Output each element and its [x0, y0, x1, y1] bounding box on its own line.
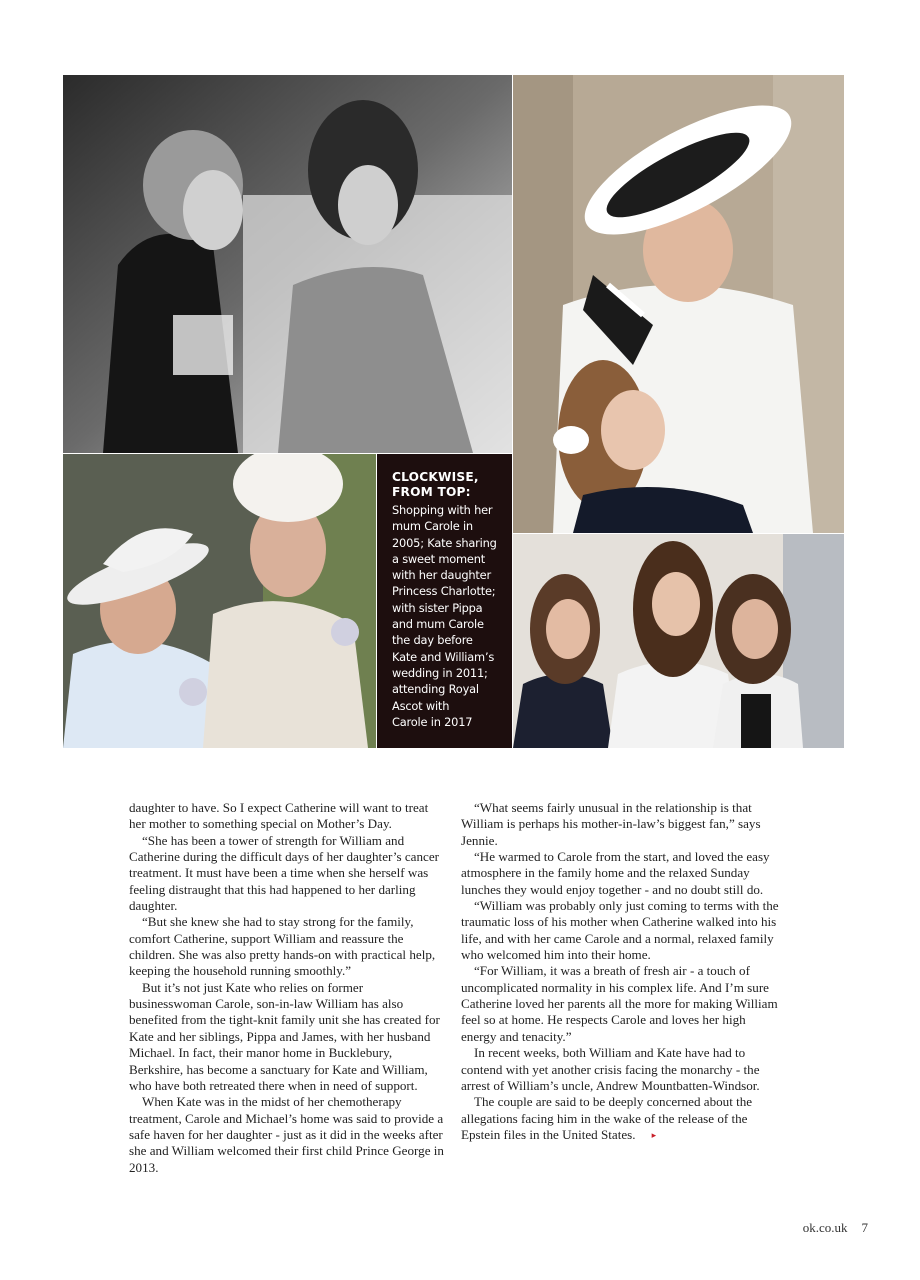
caption-line: mum Carole in — [392, 519, 473, 534]
article-paragraph: “What seems fairly unusual in the relationship is that William is perhaps his mother-in-law’s biggest fan,” says Jennie. — [461, 800, 761, 848]
caption-line: Ascot with — [392, 698, 450, 713]
article-paragraph: daughter to have. So I expect Catherine will want to treat her mother to something special on Mother’s Day. — [129, 800, 429, 832]
photo-kate-charlotte — [513, 75, 844, 533]
caption-line: Carole in 2017 — [392, 714, 473, 729]
photo-caption — [377, 454, 512, 748]
article-paragraph — [461, 1094, 779, 1143]
caption-line: with her daughter — [392, 568, 491, 583]
page-number: 7 — [861, 1220, 868, 1235]
caption-title-line: FROM TOP: — [392, 485, 471, 499]
footer-site: ok.co.uk — [802, 1220, 848, 1235]
article-paragraph: “She has been a tower of strength for William and Catherine during the difficult days of her daughter’s cancer treatment. It must have been a time when she herself was feeling distraught that this had happened to her darling daughter. — [129, 832, 440, 914]
photo-kate-carole-shopping — [63, 75, 512, 453]
article-paragraph: In recent weeks, both William and Kate have had to contend with yet another crisis facing the monarchy - the arrest of William’s uncle, Andrew Mountbatten-Windsor. — [461, 1045, 760, 1093]
article-paragraph: “William was probably only just coming to terms with the traumatic loss of his mother when Catherine walked into his life, and with her came Carole and a normal, relaxed family who welcomed him into their home. — [461, 898, 779, 963]
caption-line: Kate and William’s — [392, 649, 495, 664]
caption-line: Shopping with her — [392, 503, 493, 517]
caption-line: 2005; Kate sharing — [392, 535, 497, 550]
caption-title-line: CLOCKWISE, — [392, 470, 479, 484]
end-mark-icon: ▸ — [651, 1129, 657, 1140]
caption-line: the day before — [392, 633, 473, 648]
photo-royal-ascot — [63, 454, 376, 748]
caption-line: with sister Pippa — [392, 600, 483, 615]
photo-pippa-kate-carole — [513, 534, 844, 748]
caption-line: Princess Charlotte; — [392, 584, 496, 599]
caption-body — [392, 502, 502, 730]
article-paragraph: “But she knew she had to stay strong for the family, comfort Catherine, support William and reassure the children. She was also pretty hands-on with practical help, keeping the household running smoothly.” — [129, 914, 436, 979]
article-paragraph: “For William, it was a breath of fresh air - a touch of uncomplicated normality in his complex life. And I’m sure Catherine loved her parents all the more for making William feel so at home. He respects Carole and loves her high energy and tenacity.” — [461, 963, 778, 1044]
caption-line: and mum Carole — [392, 617, 484, 632]
article-paragraph: “He warmed to Carole from the start, and loved the easy atmosphere in the family home and the relaxed Sunday lunches they would enjoy together - and no doubt still do. — [461, 849, 770, 897]
caption-line: wedding in 2011; — [392, 665, 488, 680]
article-column-right — [461, 800, 779, 1143]
article-paragraph: But it’s not just Kate who relies on former businesswoman Carole, son-in-law William has also benefited from the tight-knit family unit she has created for Kate and her siblings, Pippa and James, with her husband Michael. In fact, their manor home in Bucklebury, Berkshire, has become a sanctuary for Kate and William, who have both retreated there when in need of support. — [129, 979, 440, 1093]
caption-line: attending Royal — [392, 682, 479, 697]
article-paragraph: When Kate was in the midst of her chemotherapy treatment, Carole and Michael’s home was said to provide a safe haven for her daughter - just as it did in the weeks after she and William welcomed their first child Prince George in 2013. — [129, 1094, 444, 1175]
article-final-text: The couple are said to be deeply concerned about the allegations facing him in the wake of the release of the Epstein files in the United States. — [461, 1094, 753, 1142]
page-footer — [789, 1220, 868, 1236]
caption-title — [392, 470, 502, 500]
article-column-left — [129, 800, 447, 1176]
caption-line: a sweet moment — [392, 551, 486, 566]
